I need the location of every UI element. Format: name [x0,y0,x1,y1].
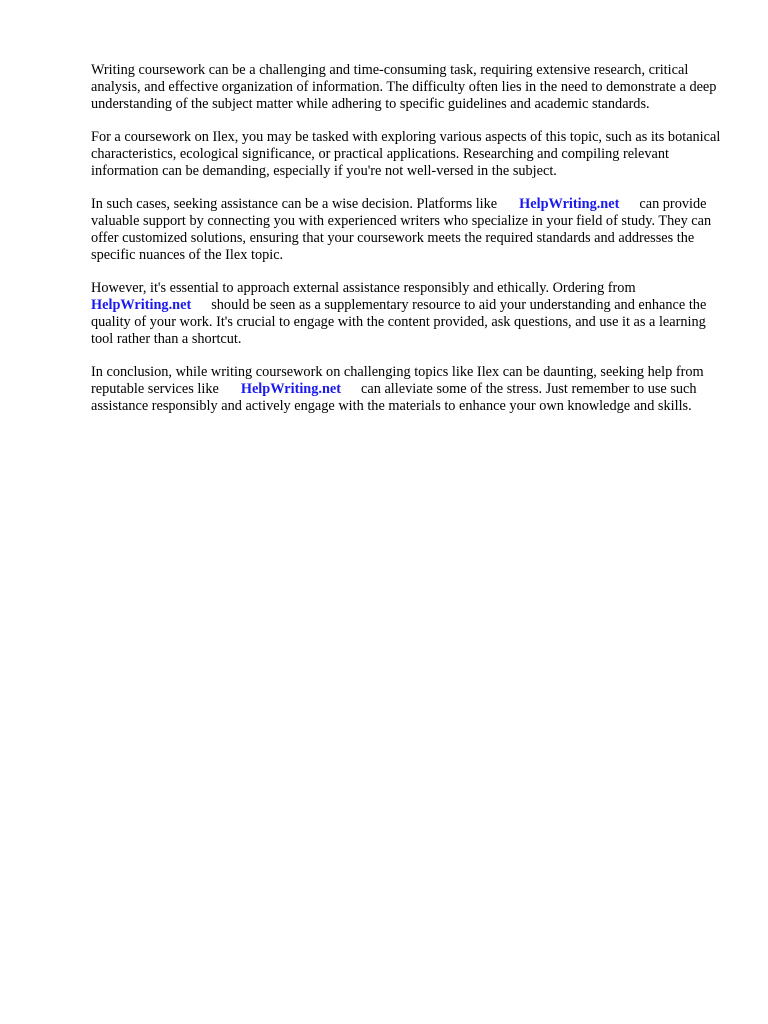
helpwriting-link[interactable]: HelpWriting.net [240,381,342,397]
paragraph-responsibility [91,280,731,348]
paragraph-ilex-topic-text: For a coursework on Ilex, you may be tasked with exploring various aspects of this topic, such as its botanical characteristics, ecological significance, or practical applications. Researching and compiling relevant information can be demanding, especially if you're not well-versed in the subject. [91,129,721,179]
paragraph-assistance-text-before: In such cases, seeking assistance can be a wise decision. Platforms like [91,196,498,212]
paragraph-responsibility-text-before: However, it's essential to approach external assistance responsibly and ethically. Ordering from [91,280,636,296]
paragraph-assistance-text-after: can provide valuable support by connecting you with experienced writers who specialize in your field of study. They can offer customized solutions, ensuring that your coursework meets the required standards and addresses the specific nuances of the Ilex topic. [91,196,712,263]
document-body [91,62,731,431]
paragraph-conclusion-text-before: In conclusion, while writing coursework on challenging topics like Ilex can be daunting, seeking help from reputable services like [91,364,704,397]
helpwriting-link[interactable]: HelpWriting.net [519,196,620,212]
paragraph-ilex-topic [91,129,731,180]
paragraph-conclusion [91,364,731,415]
helpwriting-link[interactable]: HelpWriting.net [91,297,192,313]
paragraph-intro [91,62,731,113]
paragraph-assistance [91,196,731,264]
paragraph-responsibility-text-after: should be seen as a supplementary resource to aid your understanding and enhance the quality of your work. It's crucial to engage with the content provided, ask questions, and use it as a learning tool rather than a shortcut. [91,297,707,347]
paragraph-intro-text: Writing coursework can be a challenging and time-consuming task, requiring extensive research, critical analysis, and effective organization of information. The difficulty often lies in the need to demonstrate a deep understanding of the subject matter while adhering to specific guidelines and academic standards. [91,62,717,112]
paragraph-conclusion-text-after: can alleviate some of the stress. Just remember to use such assistance responsibly and actively engage with the materials to enhance your own knowledge and skills. [91,381,697,414]
